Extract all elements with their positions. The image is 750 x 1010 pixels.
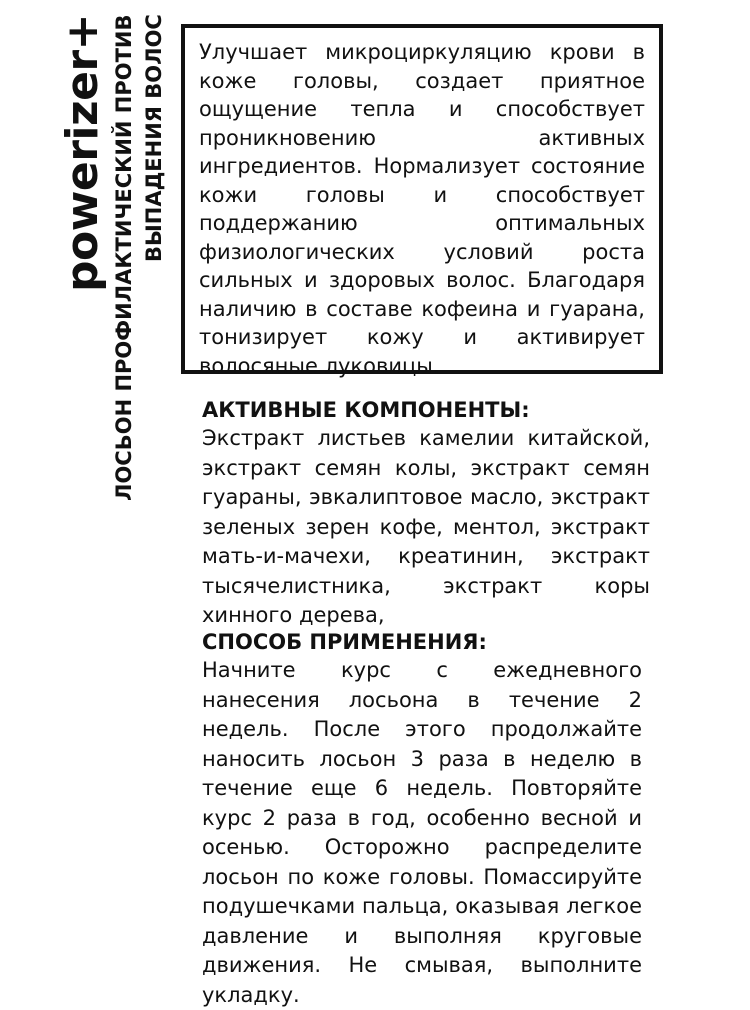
description-box	[181, 24, 663, 378]
product-title-line-1: ЛОСЬОН ПРОФИЛАКТИЧЕСКИЙ ПРОТИВ	[112, 14, 136, 501]
description-text: Улучшает микроциркуляцию крови в коже головы, создает приятное ощущение тепла и способствует проникновению активных ингредиентов. Нормализует состояние кожи головы и способствует поддержанию оптимальных физиологических условий роста сильных и здоровых волос. Благодаря наличию в составе кофеина и гуарана, тонизирует кожу и активирует волосяные луковицы.	[199, 40, 645, 378]
brand-name: powerizer+	[57, 14, 108, 293]
brand-logo	[56, 14, 110, 294]
active-ingredients-section	[202, 396, 650, 631]
product-title	[108, 14, 170, 524]
active-ingredients-text: Экстракт листьев камелии китайской, экстракт семян колы, экстракт семян гуараны, эвкалиптовое масло, экстракт зеленых зерен кофе, ментол, экстракт мать-и-мачехи, креатинин, экстракт тысячелистника, экстракт коры хинного дерева,	[202, 426, 650, 627]
product-title-text	[109, 14, 169, 524]
active-ingredients-heading: АКТИВНЫЕ КОМПОНЕНТЫ:	[202, 398, 530, 422]
product-title-line-2: ВЫПАДЕНИЯ ВОЛОС	[142, 14, 166, 262]
usage-heading: СПОСОБ ПРИМЕНЕНИЯ:	[202, 630, 487, 654]
usage-text: Начните курс с ежедневного нанесения лосьона в течение 2 недель. После этого продолжайте наносить лосьон 3 раза в неделю в течение еще 6 недель. Повторяйте курс 2 раза в год, особенно весной и осенью. Осторожно распределите лосьон по коже головы. Помассируйте подушечками пальца, оказывая легкое давление и выполняя круговые движения. Не смывая, выполните укладку.	[202, 658, 642, 1007]
usage-section	[202, 628, 642, 1010]
